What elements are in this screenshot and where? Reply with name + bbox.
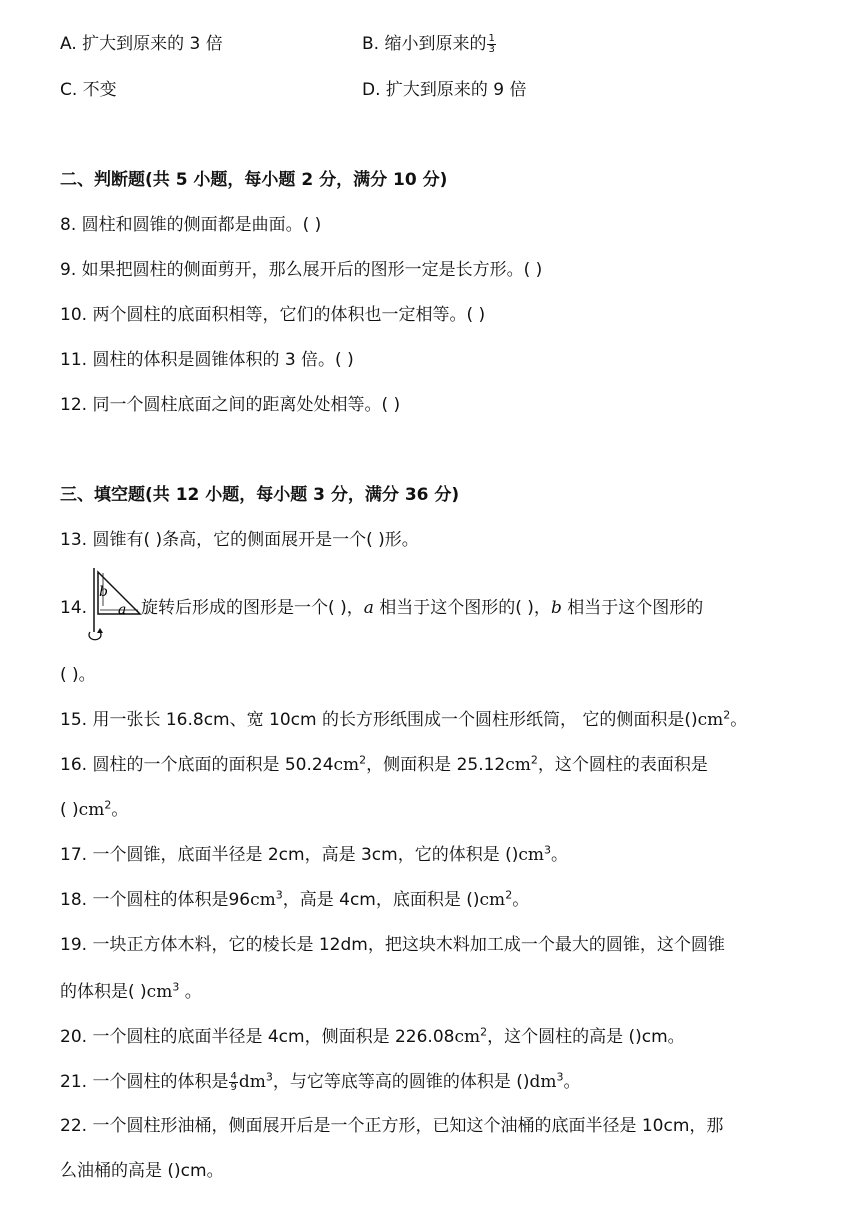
q16-text-2: ，侧面积是 25.12 [366,755,506,775]
q16-sup-1: 2 [359,753,367,767]
q18-text-2: ，高是 4cm，底面积是 () [282,890,480,910]
q17-tail: 。 [551,845,569,865]
option-b-fraction: $\frac{1}{3}$ [488,32,495,55]
q21-text-2: ，与它等底等高的圆锥的体积是 () [272,1072,530,1092]
q16-unit-1: cm [333,755,360,775]
question-22: 22. 一个圆柱形油桶，侧面展开后是一个正方形，已知这个油桶的底面半径是 10cm，那 [60,1116,724,1136]
q16-text-3: ，这个圆柱的表面积是 [537,755,708,775]
q18-sup-1: 3 [275,888,283,902]
q20-unit: cm [454,1027,481,1047]
q21-sup-1: 3 [265,1070,273,1084]
question-20 [60,1025,685,1049]
option-c: C. 不变 [60,80,117,100]
question-14 [60,596,703,620]
q20-text-2: ，这个圆柱的高是 ()cm。 [487,1027,685,1047]
q16-sup-3: 2 [104,798,112,812]
q18-unit-1: cm [250,890,276,910]
q18-tail: 。 [512,890,530,910]
question-15 [60,708,747,732]
option-d: D. 扩大到原来的 9 倍 [362,80,527,100]
label-a: a [118,602,127,618]
question-22-continued: 么油桶的高是 ()cm。 [60,1161,224,1181]
q16-text-1: 16. 圆柱的一个底面的面积是 50.24 [60,755,334,775]
q14-text-2: 相当于这个图形的( )， [373,598,551,618]
q21-tail: 。 [563,1072,581,1092]
q18-unit-2: cm [479,890,506,910]
triangle-rotation-figure [88,566,144,646]
q15-unit: cm [697,710,724,730]
q19-unit: cm [146,982,173,1002]
question-13: 13. 圆锥有( )条高，它的侧面展开是一个( )形。 [60,530,419,550]
question-21 [60,1070,581,1094]
q16-sup-2: 2 [530,753,538,767]
q15-text: 15. 用一张长 16.8cm、宽 10cm 的长方形纸围成一个圆柱形纸筒， 它的侧面积是() [60,710,698,730]
question-8: 8. 圆柱和圆锥的侧面都是曲面。( ) [60,215,322,235]
option-b-text: B. 缩小到原来的 [362,34,487,54]
question-9: 9. 如果把圆柱的侧面剪开，那么展开后的图形一定是长方形。( ) [60,260,543,280]
q17-sup: 3 [544,843,552,857]
q14-number: 14. [60,598,88,618]
option-b [362,32,497,56]
section-2-heading: 二、判断题(共 5 小题，每小题 2 分，满分 10 分) [60,170,448,190]
question-19-continued [60,980,202,1004]
question-18 [60,888,529,912]
q20-sup: 2 [480,1025,488,1039]
question-12: 12. 同一个圆柱底面之间的距离处处相等。( ) [60,395,401,415]
question-10: 10. 两个圆柱的底面积相等，它们的体积也一定相等。( ) [60,305,486,325]
rotation-arrow-icon [89,632,101,640]
q15-sup: 2 [723,708,731,722]
q16-tail: 。 [111,800,129,820]
label-b: b [99,584,108,600]
q21-unit-2: dm [529,1072,557,1092]
question-16-continued [60,798,128,822]
q20-text-1: 20. 一个圆柱的底面半径是 4cm，侧面积是 226.08 [60,1027,455,1047]
q14-var-b: b [550,598,562,618]
q19-sup: 3 [172,980,180,994]
q16-unit-2: cm [505,755,531,775]
q15-tail: 。 [730,710,748,730]
q21-sup-2: 3 [556,1070,564,1084]
q14-text-3: 相当于这个图形的 [561,598,704,618]
question-14-continued: ( )。 [60,665,96,685]
q16-unit-3: cm [78,800,105,820]
q18-sup-2: 2 [505,888,513,902]
q18-text-1: 18. 一个圆柱的体积是96 [60,890,251,910]
question-17 [60,843,568,867]
q19-cont: 的体积是( ) [60,982,147,1002]
q19-tail: 。 [179,982,202,1002]
q17-text: 17. 一个圆锥，底面半径是 2cm，高是 3cm，它的体积是 () [60,845,519,865]
question-11: 11. 圆柱的体积是圆锥体积的 3 倍。( ) [60,350,354,370]
option-a: A. 扩大到原来的 3 倍 [60,34,223,54]
q14-var-a: a [363,598,374,618]
question-16 [60,753,708,777]
question-19: 19. 一块正方体木料，它的棱长是 12dm，把这块木料加工成一个最大的圆锥，这个圆锥 [60,935,725,955]
q16-cont: ( ) [60,800,79,820]
q17-unit: cm [518,845,545,865]
q21-text-1: 21. 一个圆柱的体积是 [60,1072,229,1092]
rotation-arrowhead [97,628,103,633]
section-3-heading: 三、填空题(共 12 小题，每小题 3 分，满分 36 分) [60,485,460,505]
q21-unit-1: dm [238,1072,266,1092]
q21-fraction: $\frac{4}{9}$ [230,1070,237,1093]
q14-text-1: 旋转后形成的图形是一个( )， [141,598,364,618]
